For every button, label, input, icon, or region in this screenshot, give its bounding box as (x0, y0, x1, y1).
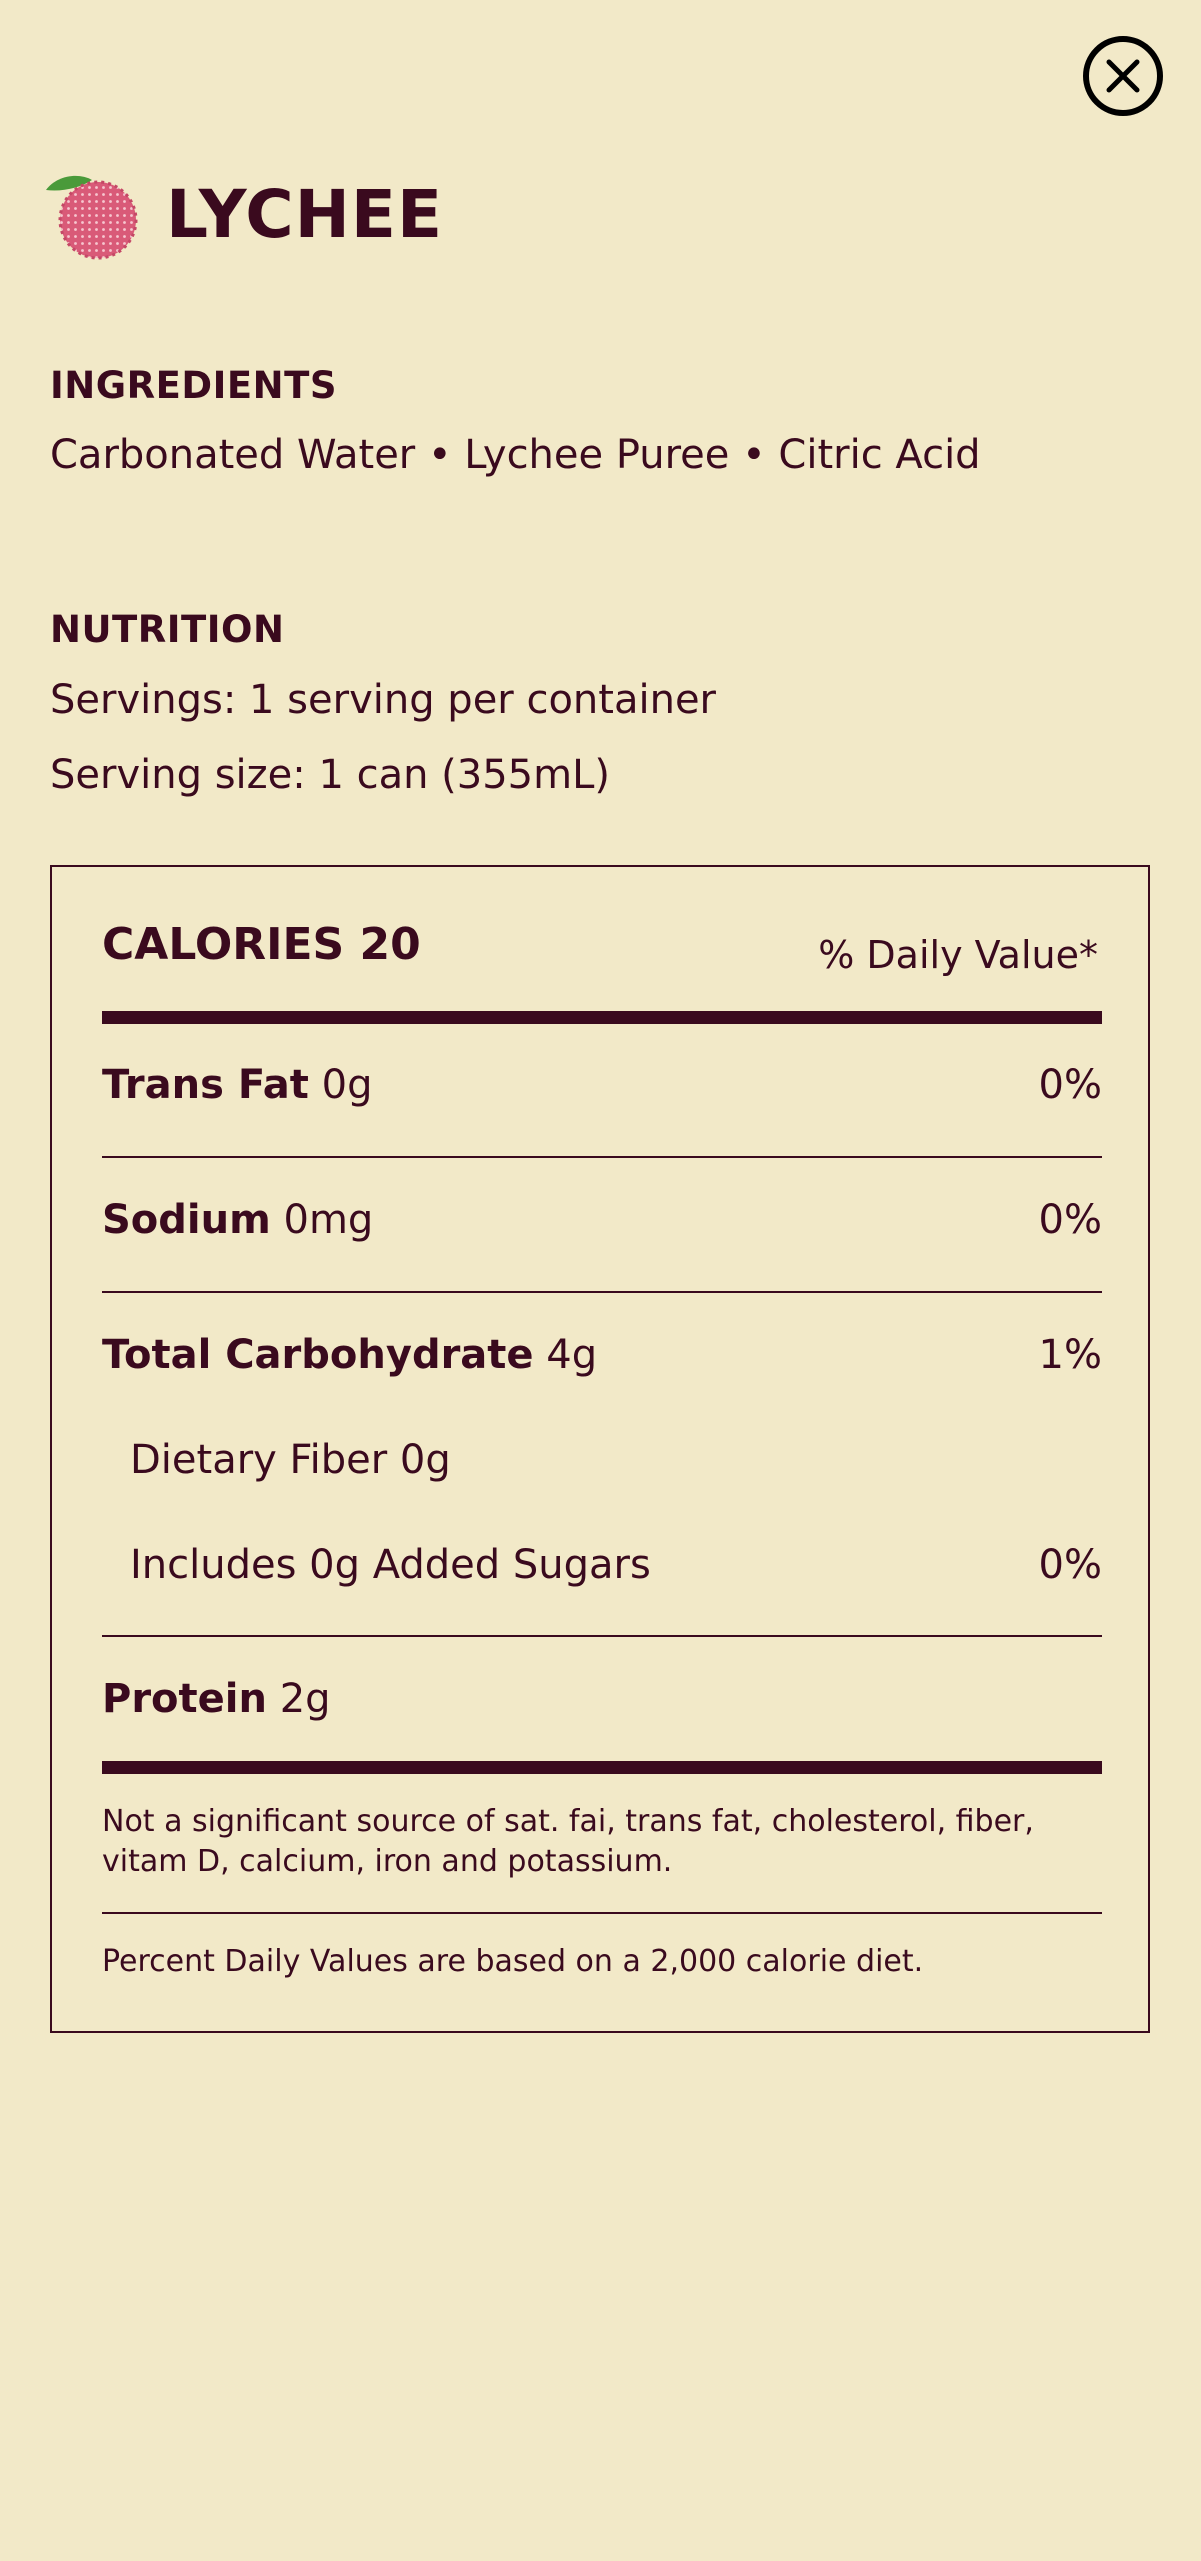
nutrient-row-added-sugars (102, 1542, 1102, 1598)
divider (102, 1156, 1102, 1158)
nutrient-name: Protein (102, 1676, 267, 1722)
nutrient-dv: 0% (1038, 1062, 1102, 1108)
nutrient-amount: 2g (279, 1676, 331, 1722)
lychee-icon (44, 170, 140, 260)
nutrition-facts-table (50, 865, 1150, 2033)
nutrient-name: Trans Fat (102, 1062, 309, 1108)
nutrient-amount: Includes 0g Added Sugars (130, 1542, 651, 1588)
nutrient-row-protein (102, 1676, 1102, 1732)
nutrient-dv: 0% (1038, 1197, 1102, 1243)
divider (102, 1635, 1102, 1637)
nutrient-amount: 0g (321, 1062, 373, 1108)
flavor-header (44, 170, 443, 260)
nutrient-row-dietary-fiber (102, 1437, 1102, 1493)
calories-value: 20 (359, 919, 421, 970)
nutrient-row-sodium (102, 1197, 1102, 1253)
flavor-title: LYCHEE (166, 176, 444, 253)
divider-thick (102, 1761, 1102, 1774)
nutrient-amount: 4g (546, 1332, 598, 1378)
nutrient-dv: 0% (1038, 1542, 1102, 1588)
nutrient-name: Sodium (102, 1197, 271, 1243)
footnote-not-significant: Not a significant source of sat. fai, trans fat, cholesterol, fiber, vitam D, calcium, iron and potassium. (102, 1804, 1034, 1879)
close-icon (1101, 54, 1145, 98)
nutrient-row-trans-fat (102, 1062, 1102, 1118)
nutrient-name: Total Carbohydrate (102, 1332, 534, 1378)
nutrient-amount: Dietary Fiber 0g (130, 1437, 451, 1483)
nutrient-amount: 0mg (283, 1197, 374, 1243)
ingredients-heading: INGREDIENTS (50, 364, 337, 407)
daily-value-header: % Daily Value* (818, 933, 1098, 977)
divider-thick (102, 1011, 1102, 1024)
nutrient-dv: 1% (1038, 1332, 1102, 1378)
divider (102, 1912, 1102, 1914)
nutrition-heading: NUTRITION (50, 608, 285, 651)
calories-row (102, 919, 1102, 979)
calories-label: CALORIES 20 (102, 919, 421, 970)
ingredients-list: Carbonated Water • Lychee Puree • Citric Acid (50, 432, 981, 478)
nutrient-row-total-carbohydrate (102, 1332, 1102, 1388)
servings-text: Servings: 1 serving per container (50, 677, 716, 723)
footnote-daily-values: Percent Daily Values are based on a 2,000 calorie diet. (102, 1944, 924, 1979)
divider (102, 1291, 1102, 1293)
serving-size-text: Serving size: 1 can (355mL) (50, 752, 610, 798)
close-button[interactable] (1083, 36, 1163, 116)
